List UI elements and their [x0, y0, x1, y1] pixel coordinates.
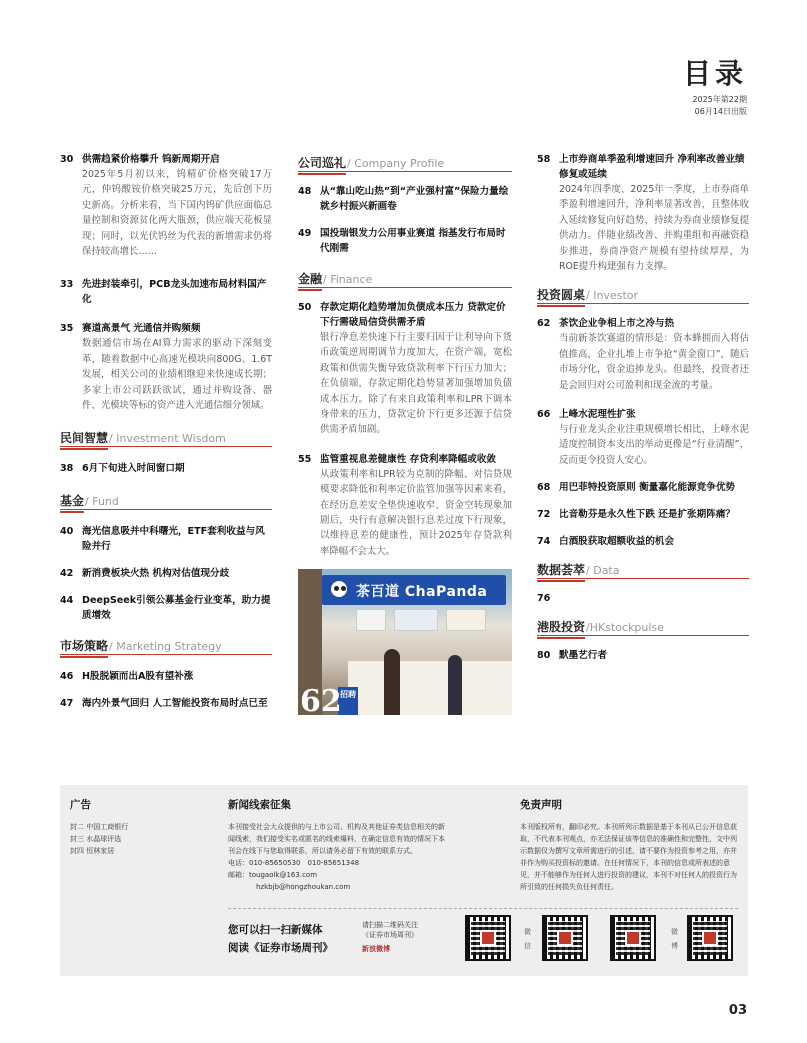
- toc-entry[interactable]: [537, 648, 749, 663]
- toc-entry[interactable]: [537, 534, 749, 549]
- section-header-hk-stock: [537, 616, 749, 636]
- entry-title: 新消费板块火热 机构对估值现分歧: [82, 568, 230, 580]
- news-tip-title: 新闻线索征集: [228, 799, 291, 811]
- section-title: 公司巡礼: [298, 154, 346, 175]
- qr-code-icon[interactable]: [542, 915, 588, 961]
- section-title: 民间智慧: [60, 429, 108, 450]
- promo-line: 您可以扫一扫新媒体: [228, 924, 323, 936]
- entry-page: 76: [537, 593, 551, 605]
- entry-title: 从“靠山吃山热”到“产业强村富”保险力量绘就乡村振兴新画卷: [320, 186, 509, 212]
- toc-entry[interactable]: [537, 316, 749, 393]
- section-subtitle: / Fund: [85, 495, 119, 509]
- entry-title: 赛道高景气 光通信并购频频: [82, 323, 201, 335]
- issue-info: [692, 94, 747, 118]
- entry-page: 30: [60, 154, 74, 165]
- entry-page: 66: [537, 409, 551, 421]
- toc-entry[interactable]: [60, 566, 272, 581]
- issue-date: 06月14日出版: [694, 107, 747, 116]
- section-header-investor: [537, 284, 749, 304]
- ads-title: 广告: [70, 799, 91, 811]
- section-title: 金融: [298, 270, 322, 291]
- qr-code-icon[interactable]: [687, 915, 733, 961]
- toc-entry[interactable]: [537, 480, 749, 495]
- menu-board: [356, 609, 386, 631]
- entry-page: 68: [537, 482, 551, 494]
- toc-entry[interactable]: [298, 184, 512, 214]
- subscribe-line: 请扫描二维码关注: [362, 921, 418, 929]
- page-number: 03: [728, 1003, 747, 1018]
- toc-entry[interactable]: [537, 507, 749, 522]
- section-subtitle: /HKstockpulse: [586, 621, 664, 635]
- entry-page: 48: [298, 186, 312, 197]
- section-title: 市场策略: [60, 637, 108, 658]
- section-header-company-profile: [298, 152, 512, 172]
- promo-line: 阅读《证券市场周刊》: [228, 942, 333, 954]
- article-photo: [298, 569, 512, 715]
- ads-line: 封四 恒林家居: [70, 847, 115, 855]
- entry-page: 33: [60, 279, 74, 291]
- entry-title: 国投瑞银发力公用事业赛道 指基发行布局时代刚需: [320, 228, 506, 254]
- entry-title: 比音勒芬是永久性下跌 还是扩张期阵痛？: [559, 509, 736, 521]
- toc-entry[interactable]: [60, 277, 272, 307]
- entry-page: 35: [60, 323, 74, 335]
- ads-block: [70, 797, 220, 857]
- entry-desc: 与行业龙头企业注重规模增长相比，上峰水泥适度控制资本支出的举动更像是“行业清醒”，反而更令投资人安心。: [559, 424, 749, 466]
- section-title: 投资圆桌: [537, 286, 585, 307]
- entry-page: 58: [537, 154, 551, 165]
- section-header-data: [537, 559, 749, 579]
- disclaimer-body: 本刊版权所有，翻印必究。本刊所列示数据是基于本刊从已公开信息获取，不代表本刊观点，亦无法保证该等信息的准确性和完整性，文中列示数据仅为撰写文章所需进行的引述，请不要作为投资参考之用，亦并非作为购买投资标的邀请。在任何情况下，本刊的信息或所表述的意见，并不能够作为任何人进行投资的建议，本刊不对任何人的投资行为所引致的任何损失负任何责任。: [520, 823, 737, 891]
- entry-title: 海内外景气回归 人工智能投资布局时点已至: [82, 698, 268, 710]
- toc-entry[interactable]: [60, 461, 272, 476]
- toc-entry[interactable]: [60, 321, 272, 413]
- entry-title: [559, 591, 749, 606]
- entry-title: 供需趋紧价格攀升 钨新周期开启: [82, 154, 220, 165]
- subscribe-note: [362, 920, 418, 954]
- qr-code-icon[interactable]: [610, 915, 656, 961]
- section-header-fund: [60, 490, 272, 510]
- toc-entry[interactable]: [60, 593, 272, 623]
- news-tip-phone: 电话：010-85650530 010-85651348: [228, 859, 360, 867]
- ads-line: 封二 中国工商银行: [70, 823, 129, 831]
- entry-page: 50: [298, 302, 312, 313]
- entry-page: 38: [60, 463, 74, 475]
- page-title: 目录: [682, 57, 747, 90]
- store-sign-text: 茶百道 ChaPanda: [356, 584, 488, 601]
- toc-entry[interactable]: [537, 152, 749, 274]
- issue-number: 2025年第22期: [692, 95, 747, 104]
- entry-title: H股脱颖而出A股有望补涨: [82, 671, 194, 683]
- new-media-promo: [228, 921, 333, 957]
- toc-column-2: [298, 152, 512, 715]
- toc-column-3: [537, 152, 749, 673]
- news-tip-email[interactable]: 邮箱：tougaolk@163.com: [228, 871, 318, 879]
- section-title: 港股投资: [537, 618, 585, 639]
- disclaimer-block: [520, 797, 742, 893]
- section-header-finance: [298, 268, 512, 288]
- entry-page: 62: [537, 318, 551, 330]
- entry-page: 49: [298, 228, 312, 239]
- entry-page: 55: [298, 453, 312, 465]
- entry-desc: 数据通信市场在AI算力需求的驱动下深刻变革，随着数据中心高速光模块向800G、1.6T发展，相关公司的业绩相继迎来快速成长期；多家上市公司跃跃欲试，通过并购设备、器件、光模块等标的资产进入光通信细分领域。: [82, 338, 272, 412]
- section-header-marketing-strategy: [60, 635, 272, 655]
- toc-entry[interactable]: [298, 226, 512, 256]
- section-title: 基金: [60, 492, 84, 513]
- footer-info-box: [60, 785, 748, 976]
- entry-title: 海光信息吸并中科曙光，ETF套利收益与风险并行: [82, 526, 265, 553]
- menu-board: [446, 609, 486, 631]
- toc-entry[interactable]: [60, 696, 272, 711]
- entry-desc: 2024年四季度、2025年一季度，上市券商单季盈利增速回升，净利率显著改善，且整体收入延续修复向好趋势，持续为券商业绩修复提供动力。伴随业绩改善、并购重组和再融资稳步推进，券商净资产规模有望持续厚厚，为ROE提升构建强有力支撑。: [559, 184, 749, 273]
- section-subtitle: / Investment Wisdom: [109, 432, 226, 446]
- entry-page: 40: [60, 526, 74, 538]
- entry-title: 默墨艺行者: [559, 650, 607, 662]
- store-counter: [348, 661, 512, 715]
- entry-title: 白酒股获取超额收益的机会: [559, 536, 675, 548]
- weibo-logo-icon: 新浪微博: [362, 945, 390, 953]
- toc-entry[interactable]: [537, 591, 749, 606]
- toc-entry[interactable]: [60, 524, 272, 554]
- entry-page: 72: [537, 509, 551, 521]
- toc-entry[interactable]: [537, 407, 749, 468]
- section-title: 数据荟萃: [537, 561, 585, 582]
- footer-divider: [228, 908, 738, 909]
- entry-title: DeepSeek引领公募基金行业变革，助力提质增效: [82, 595, 271, 622]
- entry-title: 监管重视息差健康性 存贷利率降幅或收敛: [320, 453, 497, 465]
- disclaimer-title: 免责声明: [520, 799, 562, 811]
- toc-entry[interactable]: [60, 669, 272, 684]
- entry-page: 47: [60, 698, 74, 710]
- entry-page: 44: [60, 595, 74, 607]
- entry-desc: 银行净息差快速下行主要归因于让利导向下货币政策逆周期调节力度加大，在资产端，宽松政策和供需失衡导致贷款利率下行压力加大；在负债端，存款定期化趋势显著加强增加负债成本压力。除了有来自政策利率和LPR下调本身带来的压力，贷款定价下行更多还源于信贷供需矛盾加剧。: [320, 332, 512, 436]
- toc-entry[interactable]: [60, 152, 272, 259]
- entry-title: 存款定期化趋势增加负债成本压力 贷款定价下行需破局信贷供需矛盾: [320, 302, 506, 328]
- entry-title: 上市券商单季盈利增速回升 净利率改善业绩修复或延续: [559, 154, 745, 180]
- entry-page: 42: [60, 568, 74, 580]
- entry-title: 先进封装牵引，PCB龙头加速布局材料国产化: [82, 279, 267, 306]
- section-subtitle: / Data: [586, 564, 620, 578]
- weibo-label: 微 博: [671, 928, 678, 950]
- section-subtitle: / Investor: [586, 289, 639, 303]
- toc-entry[interactable]: [298, 300, 512, 438]
- section-subtitle: / Marketing Strategy: [109, 640, 222, 654]
- news-tip-block: [228, 797, 450, 893]
- entry-desc: 从政策利率和LPR较为克制的降幅、对信贷规模要求降低和利率定价监管加强等因素来看，在经历息差安全垫快速收窄、资金空转现象加剧后，央行有意解决银行息差过度下行现象，以维持息差的健康性，预计2025年存贷款利率降幅不会太大。: [320, 468, 512, 557]
- person-figure: [448, 655, 462, 715]
- section-subtitle: / Finance: [323, 273, 373, 286]
- entry-page: 80: [537, 650, 551, 662]
- entry-page: 74: [537, 536, 551, 548]
- menu-board: [394, 609, 438, 631]
- entry-title: 茶饮企业争相上市之冷与热: [559, 318, 675, 330]
- news-tip-email-2[interactable]: hzkbjb@hongzhoukan.com: [256, 883, 351, 891]
- entry-title: 6月下旬进入时间窗口期: [82, 463, 185, 475]
- person-figure: [384, 649, 400, 715]
- entry-page: 46: [60, 671, 74, 683]
- ads-line: 封三 水晶球评选: [70, 835, 122, 843]
- entry-desc: 当前新茶饮赛道的情形是：资本蜂拥而入将估值推高，企业扎堆上市争抢“黄金窗口”，随后市场分化，资金追捧龙头。但最终，投资者还是会回归对公司盈利和现金流的考量。: [559, 333, 749, 391]
- entry-title: 上峰水泥理性扩张: [559, 409, 636, 421]
- news-tip-body: 本刊接受社会大众提供的与上市公司、机构及其他证券类信息相关的新闻线索，我们接受实名或匿名的线索爆料，在确定信息有效的情况下本刊会在线下与您取得联系，所以请务必留下有效的联系方式。: [228, 823, 445, 855]
- toc-column-1: [60, 152, 272, 721]
- recruit-banner: 招聘: [338, 687, 358, 715]
- subscribe-line: 《证券市场周刊》: [362, 931, 418, 939]
- qr-code-icon[interactable]: [465, 915, 511, 961]
- photo-page-number: 62: [300, 684, 342, 716]
- section-subtitle: / Company Profile: [347, 157, 445, 170]
- entry-title: 用巴菲特投资原则 衡量嘉化能源竞争优势: [559, 482, 736, 494]
- entry-desc: 2025年5月初以来，钨精矿价格突破17万元，仲钨酸铵价格突破25万元，先后创下历史新高。分析来看，当下国内钨矿供应面临总量控制和资源贫化两大瓶颈，供应端天花板显现；同时，以光伏钨丝为代表的新增需求仍将保持较高增长……: [82, 169, 272, 258]
- wechat-label: 微 信: [524, 928, 531, 950]
- toc-entry[interactable]: [298, 452, 512, 559]
- section-header-investment-wisdom: [60, 427, 272, 447]
